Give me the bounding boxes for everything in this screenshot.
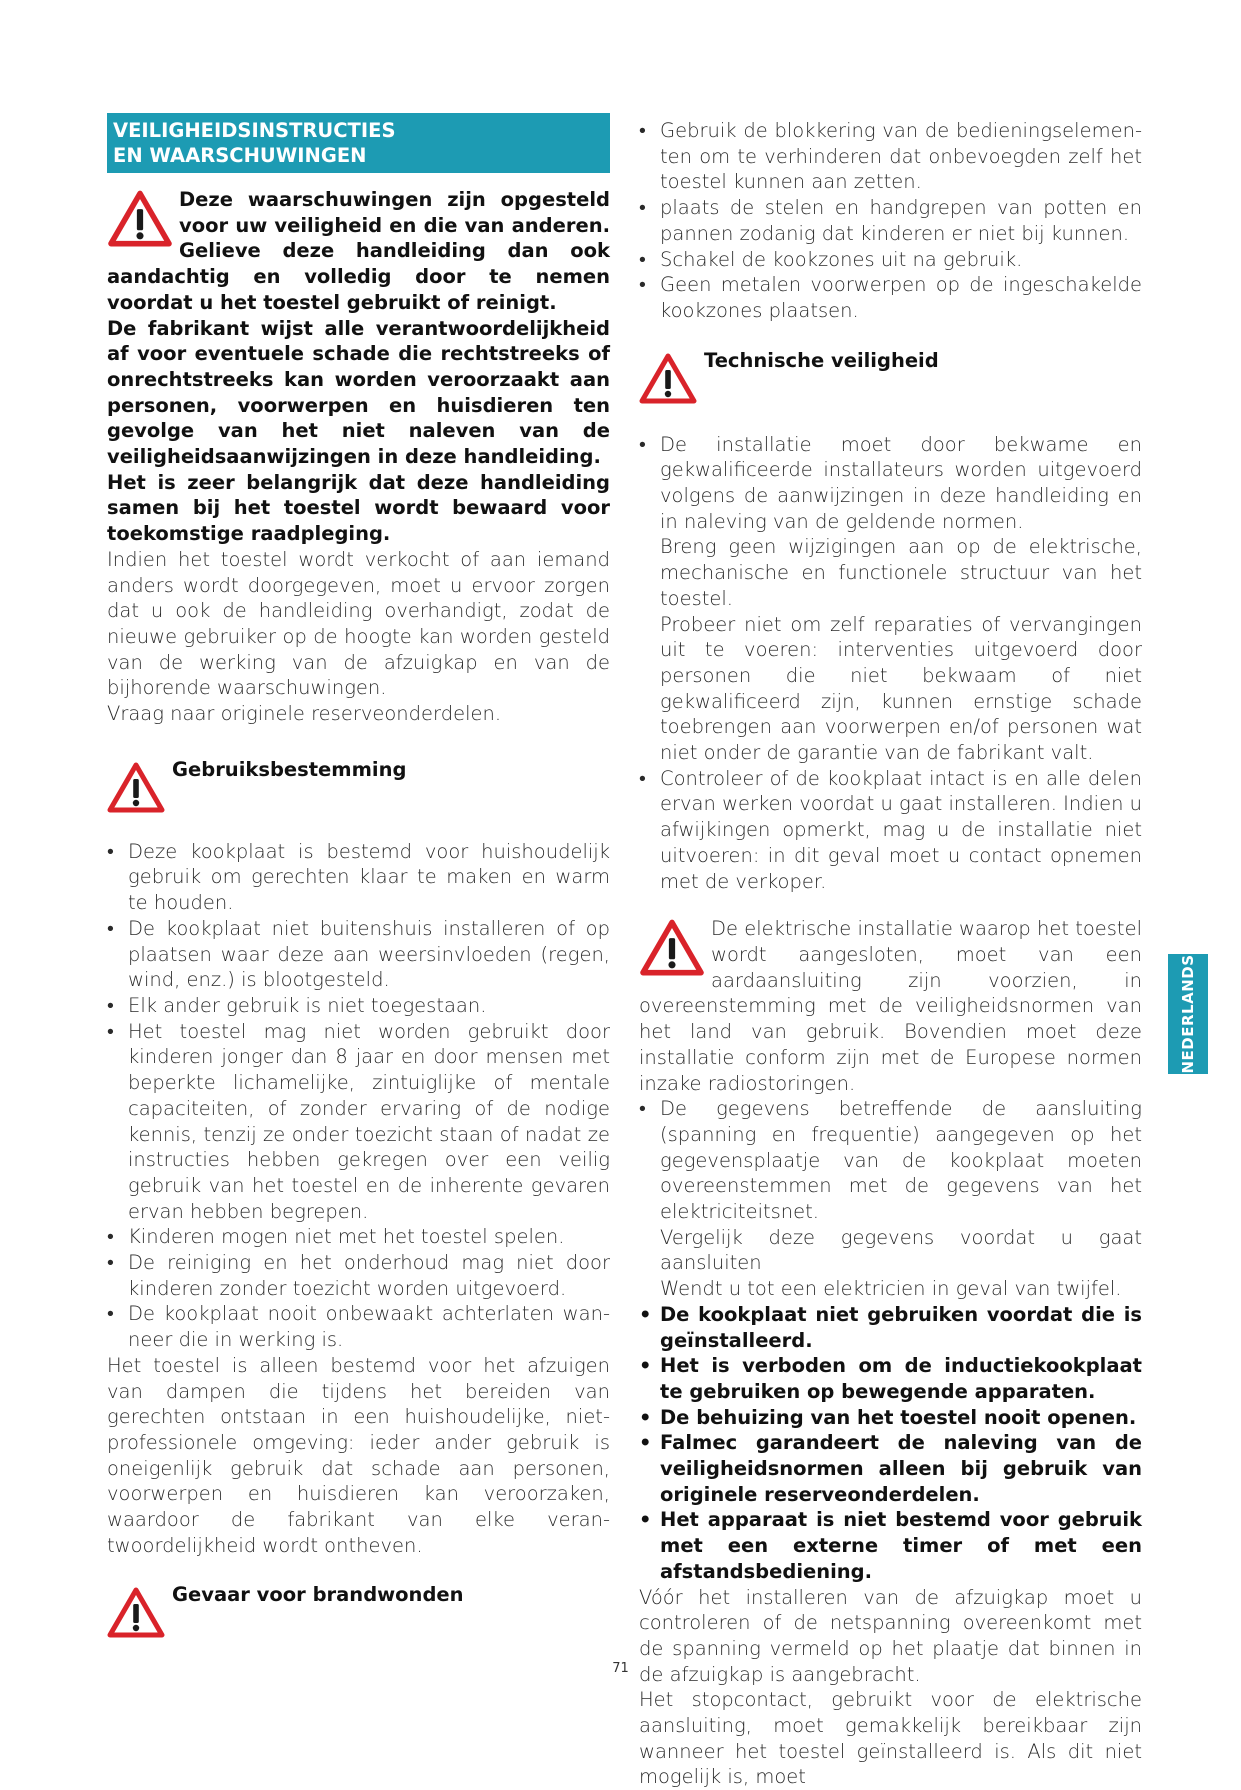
socket-paragraph: Het stopcontact, gebruikt voor de elektrische aansluiting, moet gemakkelijk bereikbaar zijn wanneer het toestel geïnstalleerd is. Als dit niet mogelijk is, moet [639,1688,1142,1789]
technical-heading [639,348,1142,412]
list-item [639,432,1142,766]
list-item: • De reiniging en het onderhoud mag niet door kinderen zonder toezicht worden uitgevoerd. [107,1250,610,1301]
burn-heading [107,1583,610,1646]
list-item: • Geen metalen voorwerpen op de ingeschakelde kookzones plaatsen. [639,272,1142,323]
warning-triangle-icon [107,1586,165,1638]
left-column [107,113,610,1646]
warning-triangle-icon [107,761,165,813]
language-label: NEDERLANDS [1179,954,1197,1074]
list-item: • De kookplaat niet gebruiken voordat die is geïnstalleerd. [639,1302,1142,1353]
intro-section [107,187,610,727]
list-item: • plaats de stelen en handgrepen van potten en pannen zodanig dat kinderen er niet bij kunnen. [639,195,1142,246]
electrical-list [639,1096,1142,1302]
list-item: • De kookplaat niet buitenshuis installeren of op plaatsen waar deze aan weersinvloeden (regen, wind, enz.) is blootgesteld. [107,916,610,993]
intro-keep-manual: Het is zeer belangrijk dat deze handleiding samen bij het toestel wordt bewaard voor toekomstige raadpleging. [107,470,610,546]
list-item: • Elk ander gebruik is niet toegestaan. [107,993,610,1019]
technical-title: Technische veiligheid [704,348,939,372]
right-column [639,113,1142,1790]
warning-triangle-icon [639,352,697,404]
usage-paragraph: Het toestel is alleen bestemd voor het afzuigen van dampen die tijdens het bereiden van gerechten ontstaan in een huishoudelijke, niet-professionele omgeving: ieder ander gebruik is oneigenlijk gebruik dat schade aan personen, voorwerpen en huisdieren kan veroorzaken, waardoor de fabrikant van elke verantwoordelijkheid wordt ontheven. [107,1353,610,1557]
burn-list [639,118,1142,324]
header-title-line2: EN WAARSCHUWINGEN [113,144,367,167]
electrical-section [639,916,1142,1096]
burn-title: Gevaar voor brandwonden [172,1583,464,1607]
connection-data: De gegevens betreffende de aansluiting (spanning en frequentie) aangegeven op het gegevensplaatje van de kookplaat moeten overeenstemmen met de gegevens van het elektriciteitsnet. [660,1097,1142,1224]
list-item: • Het toestel mag niet worden gebruikt door kinderen jonger dan 8 jaar en door mensen met beperkte lichamelijke, zintuiglijke of mentale capaciteiten, of zonder ervaring of de nodige kennis, tenzij ze onder toezicht staan of nadat ze instructies hebben gekregen over een veilig gebruik van het toestel en de inherente gevaren ervan hebben begrepen. [107,1019,610,1225]
intro-liability: De fabrikant wijst alle verantwoordelijkheid af voor eventuele schade die rechtstreeks of onrechtstreeks kan worden veroorzaakt aan personen, voorwerpen en huisdieren ten gevolge van het niet naleven van de veiligheidsaanwijzingen in deze handleiding. [107,316,610,469]
no-modifications: Breng geen wijzigingen aan op de elektrische, mechanische en functionele structuur van het toestel. [660,535,1142,610]
list-item: • Gebruik de blokkering van de bedieningselementen om te verhinderen dat onbevoegden zelf het toestel kunnen aan zetten. [639,118,1142,195]
list-item [639,1096,1142,1302]
intro-resale-note: Indien het toestel wordt verkocht of aan iemand anders wordt doorgegeven, moet u ervoor zorgen dat u ook de handleiding overhandigt, zodat de nieuwe gebruiker op de hoogte kan worden gesteld van de werking van de afzuigkap en van de bijhorende waarschuwingen. [107,547,610,700]
voltage-check-paragraph: Vóór het installeren van de afzuigkap moet u controleren of de netspanning overeenkomt met de spanning vermeld op het plaatje dat binnen in de afzuigkap is aangebracht. [639,1585,1142,1686]
list-item: • Schakel de kookzones uit na gebruik. [639,247,1142,273]
list-item: • Het apparaat is niet bestemd voor gebruik met een externe timer of met een afstandsbediening. [639,1507,1142,1584]
warning-triangle-icon [639,918,705,976]
list-item: • Controleer of de kookplaat intact is en alle delen ervan werken voordat u gaat installeren. Indien u afwijkingen opmerkt, mag u de installatie niet uitvoeren: in dit geval moet u contact opnemen met de verkoper. [639,766,1142,895]
list-item: • Deze kookplaat is bestemd voor huishoudelijk gebruik om gerechten klaar te maken en warm te houden. [107,839,610,916]
header-title-line1: VEILIGHEIDSINSTRUCTIES [113,119,396,142]
usage-heading [107,757,610,821]
list-item: • Het is verboden om de inductiekookplaat te gebruiken op bewegende apparaten. [639,1353,1142,1404]
usage-list [107,839,610,1353]
no-self-repairs: Probeer niet om zelf reparaties of vervangingen uit te voeren: interventies uitgevoerd door personen die niet bekwaam of niet gekwalificeerd zijn, kunnen ernstige schade toebrengen aan voorwerpen en/of personen wat niet onder de garantie van de fabrikant valt. [660,612,1142,765]
earthing-paragraph: De elektrische installatie waarop het toestel wordt aangesloten, moet van een aardaansluiting zijn voorzien, in overeenstemming met de veiligheidsnormen van het land van gebruik. Bovendien moet deze installatie conform zijn met de Europese normen inzake radiostoringen. [639,917,1142,1095]
intro-spare-parts: Vraag naar originele reserveonderdelen. [107,702,502,726]
warning-triangle-icon [107,189,173,247]
install-by-qualified: De installatie moet door bekwame en gekwalificeerde installateurs worden uitgevoerd volgens de aanwijzingen in deze handleiding en in naleving van de geldende normen. [660,432,1142,533]
page-number: 71 [612,1661,629,1676]
list-item: • Falmec garandeert de naleving van de veiligheidsnormen alleen bij gebruik van originele reserveonderdelen. [639,1430,1142,1507]
list-item: • De behuizing van het toestel nooit openen. [639,1405,1142,1431]
compare-data: Vergelijk deze gegevens voordat u gaat aansluiten [660,1225,1142,1275]
usage-title: Gebruiksbestemming [172,757,407,781]
list-item: • De kookplaat nooit onbewaakt achterlaten wanneer die in werking is. [107,1301,610,1352]
list-item: • Kinderen mogen niet met het toestel spelen. [107,1224,610,1250]
language-tab [1168,954,1208,1074]
electrical-bold-list [639,1302,1142,1585]
intro-safety-warning: Deze waarschuwingen zijn opgesteld voor uw veiligheid en die van anderen. Gelieve deze handleiding dan ook aandachtig en volledig door te nemen voordat u het toestel gebruikt of reinigt. [107,188,610,314]
consult-electrician: Wendt u tot een elektricien in geval van twijfel. [660,1277,1122,1301]
section-header [107,113,610,173]
technical-list [639,432,1142,895]
